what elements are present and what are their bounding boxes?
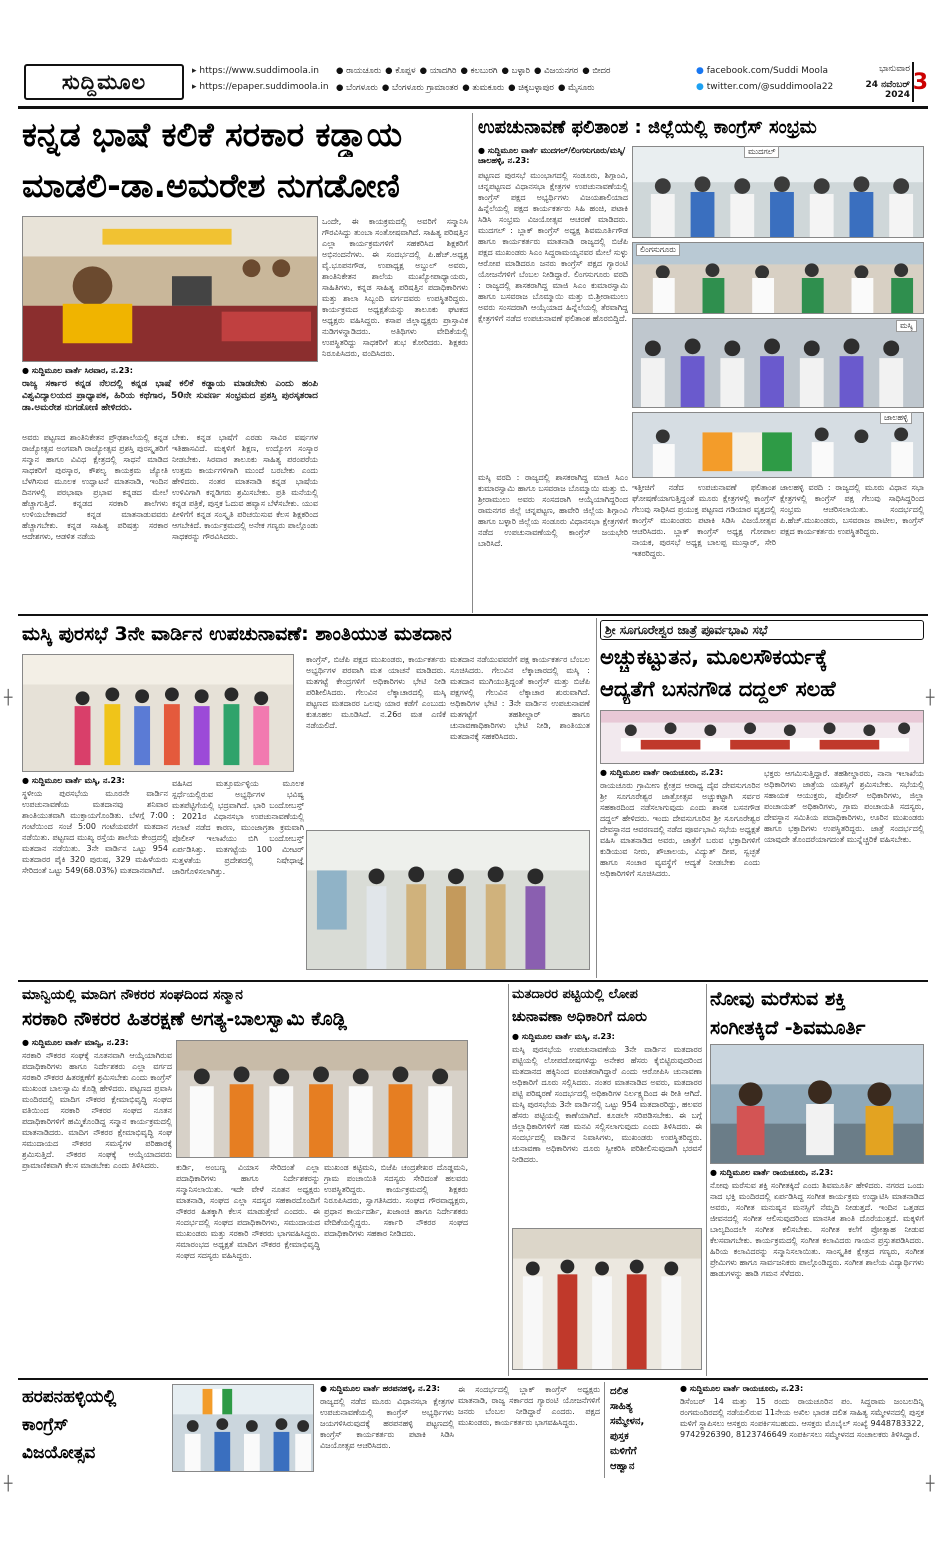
article4-body-1: ರಾಯಚೂರು ಗ್ರಾಮೀಣ ಕ್ಷೇತ್ರದ ಆರಾಧ್ಯ ದೈವ ದೇವಸುಗೂರಿನ ಶ್ರೀ ಸೂಗೂರೇಶ್ವರ ಜಾತ್ರೋತ್ಸವ ಅಚ್ಚುಕಟ್ಟಾಗಿ ಸರ್ವರ ಸಹಕಾರದಿಂದ ನಡೆಸಲಾಗುವುದು ಎಂದು ಶಾಸಕ ಬಸನಗೌಡ ದದ್ದಲ್ ಹೇಳಿದರು. ಇಂದು ದೇವಸುಗೂರಿನ ಶ್ರೀ ಸೂಗೂರೇಶ್ವರ ದೇವಸ್ಥಾನದ ಆವರಣದಲ್ಲಿ ನಡೆದ ಪೂರ್ವಭಾವಿ ಸಭೆಯ ಅಧ್ಯಕ್ಷತೆ ವಹಿಸಿ ಮಾತನಾಡಿದ ಅವರು, ಜಾತ್ರೆಗೆ ಬರುವ ಭಕ್ತಾದಿಗಳಿಗೆ ಕುಡಿಯುವ ನೀರು, ಶೌಚಾಲಯ, ವಿದ್ಯುತ್ ದೀಪ, ಸ್ವಚ್ಛತೆ ಹಾಗೂ ಸಂಚಾರ ವ್ಯವಸ್ಥೆಗೆ ಆದ್ಯತೆ ನೀಡಬೇಕು ಎಂದು ಅಧಿಕಾರಿಗಳಿಗೆ ಸೂಚಿಸಿದರು. — [600, 781, 760, 878]
article8-body-2: ಈ ಸಂದರ್ಭದಲ್ಲಿ ಬ್ಲಾಕ್ ಕಾಂಗ್ರೆಸ್ ಅಧ್ಯಕ್ಷರು ಮಾತನಾಡಿ, ರಾಜ್ಯ ಸರ್ಕಾರದ ಗ್ಯಾರಂಟಿ ಯೋಜನೆಗಳಿಗೆ ಜನರು ಬೆಂಬಲ ನೀಡಿದ್ದಾರೆ ಎಂದರು. ಪಕ್ಷದ ಮುಖಂಡರು, ಕಾರ್ಯಕರ್ತರು ಭಾಗವಹಿಸಿದ್ದರು. — [458, 1385, 600, 1427]
district-link[interactable]: ● ಬೆಂಗಳೂರು ಗ್ರಾಮಾಂತರ — [381, 83, 459, 93]
district-link[interactable]: ● ರಾಯಚೂರು — [336, 66, 382, 76]
article4-kicker-box — [600, 620, 924, 640]
article9-byline: ● ಸುದ್ದಿಮೂಲ ವಾರ್ತೆ ರಾಯಚೂರು, ನ.23: — [680, 1384, 804, 1393]
article7-body-1: ನೋವು ಮರೆಸುವ ಶಕ್ತಿ ಸಂಗೀತಕ್ಕಿದೆ ಎಂದು ಶಿವಮೂರ್ತಿ ಹೇಳಿದರು. ನಗರದ ಒಂದು ನಾದ ಭಕ್ತಿ ಮಂದಿರದಲ್ಲಿ ಏರ್ಪಡಿಸಿದ್ದ ಸಂಗೀತ ಕಾರ್ಯಕ್ರಮ ಉದ್ಘಾಟಿಸಿ ಮಾತನಾಡಿದ ಅವರು, ಸಂಗೀತ ಮನುಷ್ಯನ ಮನಸ್ಸಿಗೆ ನೆಮ್ಮದಿ ನೀಡುತ್ತದೆ. ಇಂದಿನ ಒತ್ತಡದ ಜೀವನದಲ್ಲಿ ಸಂಗೀತ ಆಲಿಸುವುದರಿಂದ ಮಾನಸಿಕ ಶಾಂತಿ ದೊರೆಯುತ್ತದೆ. ಮಕ್ಕಳಿಗೆ ಬಾಲ್ಯದಿಂದಲೇ ಸಂಗೀತ ಕಲಿಸಬೇಕು. ಸಂಗೀತ ಕಲೆಗೆ ಪ್ರೋತ್ಸಾಹ ನೀಡುವ ಕೆಲಸವಾಗಬೇಕು. ಕಾರ್ಯಕ್ರಮದಲ್ಲಿ ಸಂಗೀತ ಕಲಾವಿದರು ಗಾಯನ ಪ್ರಸ್ತುತಪಡಿಸಿದರು. ಹಿರಿಯ ಕಲಾವಿದರನ್ನು ಸನ್ಮಾನಿಸಲಾಯಿತು. ಸಾಂಸ್ಕೃತಿಕ ಕ್ಷೇತ್ರದ ಗಣ್ಯರು, ಸಂಗೀತ ಪ್ರೇಮಿಗಳು ಹಾಗೂ ಸಾರ್ವಜನಿಕರು ಪಾಲ್ಗೊಂಡಿದ್ದರು. ಸಂಗೀತ ಶಾಲೆಯ ವಿದ್ಯಾರ್ಥಿಗಳು ಹಾಡುಗಳನ್ನು ಹಾಡಿ ಗಮನ ಸೆಳೆದರು. — [710, 1181, 924, 1278]
facebook-link[interactable]: ● facebook.com/Suddi Moola — [696, 66, 828, 76]
photo-tag-mudagal: ಮುದಗಲ್ — [744, 146, 779, 158]
registration-mark-icon: ┼ — [4, 1476, 13, 1492]
article8-byline: ● ಸುದ್ದಿಮೂಲ ವಾರ್ತೆ ಹರಪನಹಳ್ಳಿ, ನ.23: — [320, 1384, 440, 1393]
section-rule-1 — [18, 614, 928, 616]
article7-photo — [710, 1044, 924, 1164]
article9-headline-5: ಮಳಿಗೆಗೆ — [610, 1446, 637, 1457]
twitter-link[interactable]: ● twitter.com/@suddimoola22 — [696, 82, 834, 92]
article1-lead: ರಾಜ್ಯ ಸರ್ಕಾರ ಕನ್ನಡ ನೆಲದಲ್ಲಿ ಕನ್ನಡ ಭಾಷೆ ಕಲಿಕೆ ಕಡ್ಡಾಯ ಮಾಡಬೇಕು ಎಂದು ಹಂಪಿ ವಿಶ್ವವಿದ್ಯಾಲಯದ ಪ್ರಾಧ್ಯಾಪಕ, ಹಿರಿಯ ಕಥೆಗಾರ, 50ನೇ ಸುವರ್ಣ ಸಂಭ್ರಮದ ಪ್ರಶಸ್ತಿ ಪುರಸ್ಕತರಾದ ಡಾ.ಅಮರೇಶ ನುಗಡೋಣಿ ಹೇಳಿದರು. — [22, 379, 318, 413]
article9-headline-1: ದಲಿತ — [610, 1386, 629, 1397]
article8-photo — [172, 1384, 314, 1472]
globe-icon: ▸ — [192, 82, 200, 92]
article9-headline-4: ಪುಸ್ತಕ — [610, 1431, 629, 1442]
article2-photo-1 — [632, 146, 924, 238]
article2-byline: ● ಸುದ್ದಿಮೂಲ ವಾರ್ತೆ ಮುದಗಲ್/ಲಿಂಗಸುಗೂರು/ಮಸ್ಕಿ/ಜಾಲಹಳ್ಳಿ, ನ.23: — [478, 146, 626, 165]
district-link[interactable]: ● ಬೆಂಗಳೂರು — [336, 83, 378, 93]
article6-kicker: ಮತದಾರರ ಪಟ್ಟಿಯಲ್ಲಿ ಲೋಪ — [512, 987, 638, 1002]
twitter-icon: ● — [696, 82, 704, 92]
article4-byline: ● ಸುದ್ದಿಮೂಲ ವಾರ್ತೆ ರಾಯಚೂರು, ನ.23: — [600, 768, 724, 777]
article3-body-4: ಮತದಾನ ನಡೆಯುವವರೆಗೆ ಪಕ್ಷ ಕಾರ್ಯಕರ್ತರ ಬೆಂಬಲ ಸೂಚಿಸಿದರು. ಗೆಲುವಿನ ಲೆಕ್ಕಾಚಾರದಲ್ಲಿ ಮಸ್ಕಿ : ಮತದಾನ ಮುಗಿಯುತ್ತಿದ್ದಂತೆ ಕಾಂಗ್ರೆಸ್ ಮತ್ತು ಬಿಜೆಪಿ ಪಕ್ಷಗಳಲ್ಲಿ ಗೆಲುವಿನ ಲೆಕ್ಕಾಚಾರ ಶುರುವಾಗಿದೆ. ಅಧಿಕಾರಿಗಳ ಭೇಟಿ : 3ನೇ ವಾರ್ಡಿನ ಉಪಚುನಾವಣೆ ಮತಗಟ್ಟೆಗೆ ತಹಶೀಲ್ದಾರ್ ಹಾಗೂ ಚುನಾವಣಾಧಿಕಾರಿಗಳು ಭೇಟಿ ನೀಡಿ, ಶಾಂತಿಯುತ ಮತದಾನಕ್ಕೆ ಸಹಕರಿಸಿದರು. — [450, 655, 590, 741]
date-label: 24 ನವೆಂಬರ್ 2024 — [865, 80, 910, 100]
district-link[interactable]: ● ಯಾದಗಿರಿ — [419, 66, 457, 76]
article3-photo-2 — [306, 830, 590, 970]
article3-body-3: ಕಾಂಗ್ರೆಸ್, ಬಿಜೆಪಿ ಪಕ್ಷದ ಮುಖಂಡರು, ಕಾರ್ಯಕರ್ತರು ಅಭ್ಯರ್ಥಿಗಳ ಪರವಾಗಿ ಮತ ಯಾಚನೆ ಮಾಡಿದರು. ಮತಗಟ್ಟೆ ಕೇಂದ್ರಗಳಿಗೆ ಅಧಿಕಾರಿಗಳು ಭೇಟಿ ನೀಡಿ ಪರಿಶೀಲಿಸಿದರು. ಗೆಲುವಿನ ಲೆಕ್ಕಾಚಾರದಲ್ಲಿ ಮಸ್ಕಿ ಪಟ್ಟಣದ ಮತದಾರರ ಒಲವು ಯಾರ ಕಡೆಗೆ ಎಂಬುದು ಕುತೂಹಲ ಮೂಡಿಸಿದೆ. ನ.26ರ ಮತ ಎಣಿಕೆ ನಡೆಯಲಿದೆ. — [306, 655, 446, 730]
district-link[interactable]: ● ಕಲಬುರಗಿ — [460, 66, 498, 76]
article3-headline: ಮಸ್ಕಿ ಪುರಸಭೆ 3ನೇ ವಾರ್ಡಿನ ಉಪಚುನಾವಣೆ: ಶಾಂತಿಯುತ ಮತದಾನ — [22, 623, 452, 645]
social-links — [696, 66, 836, 92]
column-divider — [472, 113, 473, 613]
article9-headline-2: ಸಾಹಿತ್ಯ — [610, 1401, 633, 1412]
day-label: ಭಾನುವಾರ — [879, 64, 910, 74]
district-link[interactable]: ● ಕೊಪ್ಪಳ — [385, 66, 416, 76]
article4-body-2: ಭಕ್ತರು ಆಗಮಿಸುತ್ತಿದ್ದಾರೆ. ತಹಶೀಲ್ದಾರರು, ನಾನಾ ಇಲಾಖೆಯ ಅಧಿಕಾರಿಗಳು ಜಾತ್ರೆಯ ಯಶಸ್ಸಿಗೆ ಶ್ರಮಿಸಬೇಕು. ಸಭೆಯಲ್ಲಿ ಸಹಾಯಕ ಆಯುಕ್ತರು, ಪೊಲೀಸ್ ಅಧಿಕಾರಿಗಳು, ಜಿಲ್ಲಾ ಪಂಚಾಯತ್ ಅಧಿಕಾರಿಗಳು, ಗ್ರಾಮ ಪಂಚಾಯತಿ ಸದಸ್ಯರು, ದೇವಸ್ಥಾನ ಸಮಿತಿಯ ಪದಾಧಿಕಾರಿಗಳು, ಊರಿನ ಮುಖಂಡರು ಹಾಗೂ ಭಕ್ತಾದಿಗಳು ಉಪಸ್ಥಿತರಿದ್ದರು. ಜಾತ್ರೆ ಸಂದರ್ಭದಲ್ಲಿ ಯಾವುದೇ ತೊಂದರೆಯಾಗದಂತೆ ಮುನ್ನೆಚ್ಚರಿಕೆ ವಹಿಸಬೇಕು. — [764, 769, 924, 844]
article2-headline: ಉಪಚುನಾವಣೆ ಫಲಿತಾಂಶ : ಜಿಲ್ಲೆಯಲ್ಲಿ ಕಾಂಗ್ರೆಸ್ ಸಂಭ್ರಮ — [478, 117, 817, 138]
article1-headline-2: ಮಾಡಲಿ-ಡಾ.ಅಮರೇಶ ನುಗಡೋಣಿ — [22, 166, 400, 205]
facebook-icon: ● — [696, 66, 704, 76]
article5-body-2: ಕುರ್ಡಿ, ಅಂಬಣ್ಣ ವಿಯಾಸ ಸೇರಿದಂತೆ ಎಲ್ಲಾ ಪದಾಧಿಕಾರಿಗಳು ಹಾಗೂ ನಿರ್ದೇಶಕರನ್ನು ಸನ್ಮಾನಿಸಲಾಯಿತು. ಇದೇ ವೇಳೆ ನೂತನ ಅಧ್ಯಕ್ಷರು ಮಾತನಾಡಿ, ಸಂಘದ ಎಲ್ಲಾ ಸದಸ್ಯರ ಸಹಕಾರದೊಂದಿಗೆ ನೌಕರರ ಹಿತಕ್ಕಾಗಿ ಕೆಲಸ ಮಾಡುತ್ತೇವೆ ಎಂದರು. ಈ ಸಂದರ್ಭದಲ್ಲಿ ಸಂಘದ ಪದಾಧಿಕಾರಿಗಳು, ಸಮುದಾಯದ ಮುಖಂಡರು ಮತ್ತು ಸರಕಾರಿ ನೌಕರರು ಭಾಗವಹಿಸಿದ್ದರು. ಸಮಾರಂಭದ ಅಧ್ಯಕ್ಷತೆ ಮಾದಿಗ ನೌಕರರ ಕ್ಷೇಮಾಭಿವೃದ್ಧಿ ಸಂಘದ ಸದಸ್ಯರು ವಹಿಸಿದ್ದರು. — [176, 1163, 320, 1260]
article1-body-2: ಬೇಕು. ಕನ್ನಡ ಭಾಷೆಗೆ ಎರಡು ಸಾವಿರ ವರ್ಷಗಳ ಇತಿಹಾಸವಿದೆ. ಮಕ್ಕಳಿಗೆ ಶಿಕ್ಷಣ, ಉದ್ಯೋಗ ಸಂಸ್ಕಾರ ನೀಡಬೇಕು. ಸಿರವಾರ ತಾಲೂಕು ಸಾಹಿತ್ಯ ಪರಂಪರೆಯ ಉತ್ತಮ ಕಾರ್ಯಗಳಿಗಾಗಿ ಮುಂದೆ ಬರಬೇಕು ಎಂದು ಹೇಳಿದರು. ನಂತರ ಮಾತನಾಡಿ ಕನ್ನಡ ಭಾಷೆಯ ಉಳಿವಿಗಾಗಿ ಕನ್ನಡಿಗರು ಶ್ರಮಿಸಬೇಕು. ಪ್ರತಿ ಮನೆಯಲ್ಲಿ ಕನ್ನಡ ಪತ್ರಿಕೆ, ಪುಸ್ತಕ ಓದುವ ಹವ್ಯಾಸ ಬೆಳೆಸಬೇಕು. ಯುವ ಪೀಳಿಗೆಗೆ ಕನ್ನಡ ಸಂಸ್ಕೃತಿ ಪರಿಚಯಿಸುವ ಕೆಲಸ ಶಿಕ್ಷಕರಿಂದ ಆಗಬೇಕಿದೆ. ಕಾರ್ಯಕ್ರಮದಲ್ಲಿ ಅನೇಕ ಗಣ್ಯರು ಪಾಲ್ಗೊಂಡು ಸಾಧಕರನ್ನು ಗೌರವಿಸಿದರು. — [172, 433, 318, 541]
page-number: 3 — [912, 62, 928, 102]
district-row-1 — [336, 66, 692, 76]
epaper-link[interactable]: ▸ https://epaper.suddimoola.in — [192, 82, 329, 92]
district-link[interactable]: ● ಬಳ್ಳಾರಿ — [501, 66, 531, 76]
district-link[interactable]: ● ಬೀದರ — [582, 66, 611, 76]
column-divider-5 — [604, 1382, 605, 1478]
article2-photo-3 — [632, 318, 924, 408]
article6-byline: ● ಸುದ್ದಿಮೂಲ ವಾರ್ತೆ ಮಸ್ಕಿ, ನ.23: — [512, 1032, 615, 1041]
article5-headline: ಸರಕಾರಿ ನೌಕರರ ಹಿತರಕ್ಷಣೆ ಅಗತ್ಯ-ಬಾಲಸ್ವಾಮಿ ಕೊಡ್ಲಿ — [22, 1008, 347, 1030]
registration-mark-icon: ┼ — [926, 1476, 935, 1492]
section-rule-3 — [18, 1378, 928, 1380]
article1-photo — [22, 216, 318, 362]
registration-mark-icon: ┼ — [4, 690, 13, 706]
article5-body-1: ಸರಕಾರಿ ನೌಕರರ ಸಂಘಕ್ಕೆ ನೂತನವಾಗಿ ಆಯ್ಕೆಯಾಗಿರುವ ಪದಾಧಿಕಾರಿಗಳು ಹಾಗೂ ನಿರ್ದೇಶಕರು ಎಲ್ಲಾ ವರ್ಗದ ಸರಕಾರಿ ನೌಕರರ ಹಿತರಕ್ಷಣೆಗೆ ಶ್ರಮಿಸಬೇಕು ಎಂದು ಕಾಂಗ್ರೆಸ್ ಮುಖಂಡ ಬಾಲಸ್ವಾಮಿ ಕೊಡ್ಲಿ ಹೇಳಿದರು. ಪಟ್ಟಣದ ಪ್ರವಾಸಿ ಮಂದಿರದಲ್ಲಿ ಮಾದಿಗ ನೌಕರರ ಕ್ಷೇಮಾಭಿವೃದ್ಧಿ ಸಂಘದ ವತಿಯಿಂದ ಸರಕಾರಿ ನೌಕರರ ಸಂಘದ ನೂತನ ಪದಾಧಿಕಾರಿಗಳಿಗೆ ಹಮ್ಮಿಕೊಂಡಿದ್ದ ಸನ್ಮಾನ ಕಾರ್ಯಕ್ರಮದಲ್ಲಿ ಮಾತನಾಡಿದರು. ಮಾದಿಗ ನೌಕರರ ಕ್ಷೇಮಾಭಿವೃದ್ಧಿ ಸಂಘ ಸಮುದಾಯದ ನೌಕರರ ಸಮಸ್ಯೆಗಳ ಪರಿಹಾರಕ್ಕೆ ಶ್ರಮಿಸುತ್ತಿದೆ. ನೌಕರರ ಸಂಘಕ್ಕೆ ಆಯ್ಕೆಯಾದವರು ಪ್ರಾಮಾಣಿಕವಾಗಿ ಕೆಲಸ ಮಾಡಬೇಕು ಎಂದು ತಿಳಿಸಿದರು. — [22, 1051, 172, 1170]
registration-mark-icon: ┼ — [926, 690, 935, 706]
article3-photo-1 — [22, 654, 294, 772]
globe-icon: ▸ — [192, 66, 200, 76]
article8-headline-3: ವಿಜಯೋತ್ಸವ — [22, 1443, 96, 1463]
article3-body-1: ಸ್ಥಳೀಯ ಪುರಸಭೆಯ ಮೂರನೇ ವಾರ್ಡಿನ ಉಪಚುನಾವಣೆಯ ಮತದಾನವು ಶನಿವಾರ ಶಾಂತಿಯುತವಾಗಿ ಮುಕ್ತಾಯಗೊಂಡಿತು. ಬೆಳಗ್ಗೆ 7:00 ಗಂಟೆಯಿಂದ ಸಂಜೆ 5:00 ಗಂಟೆಯವರೆಗೆ ಮತದಾನ ನಡೆಯಿತು. ಪಟ್ಟಣದ ಮುಖ್ಯ ರಸ್ತೆಯ ಶಾಲೆಯ ಕೇಂದ್ರದಲ್ಲಿ ಮತದಾನ ನಡೆಯಿತು. 3ನೇ ವಾರ್ಡಿನ ಒಟ್ಟು 954 ಮತದಾರರ ಪೈಕಿ 320 ಪುರುಷ, 329 ಮಹಿಳೆಯರು ಸೇರಿದಂತೆ ಒಟ್ಟು 549(68.03%) ಮತದಾನವಾಗಿದೆ. — [22, 789, 168, 875]
column-divider-4 — [706, 984, 707, 1376]
masthead-rule — [18, 106, 928, 109]
article5-photo — [176, 1040, 468, 1158]
article5-byline: ● ಸುದ್ದಿಮೂಲ ವಾರ್ತೆ ಮಾನ್ವಿ, ನ.23: — [22, 1038, 129, 1047]
article7-headline-2: ಸಂಗೀತಕ್ಕಿದೆ -ಶಿವಮೂರ್ತಿ — [710, 1017, 866, 1039]
masthead — [18, 62, 928, 104]
newspaper-logo: ಸುದ್ದಿಮೂಲ — [24, 64, 184, 100]
article1-headline-1: ಕನ್ನಡ ಭಾಷೆ ಕಲಿಕೆ ಸರಕಾರ ಕಡ್ಡಾಯ — [22, 115, 403, 154]
article9-headline-block — [610, 1384, 674, 1474]
district-link[interactable]: ● ವಿಜಯನಗರ — [534, 66, 579, 76]
article6-photo — [512, 1228, 702, 1370]
photo-tag-maski: ಮಸ್ಕಿ — [896, 320, 917, 332]
article6-body-1: ಮಸ್ಕಿ ಪುರಸಭೆಯ ಉಪಚುನಾವಣೆಯ 3ನೇ ವಾರ್ಡಿನ ಮತದಾರರ ಪಟ್ಟಿಯಲ್ಲಿ ಲೋಪದೋಷಗಳಿದ್ದು ಅನೇಕರ ಹೆಸರು ಕೈಬಿಟ್ಟಿರುವುದರಿಂದ ಮತದಾನದ ಹಕ್ಕಿನಿಂದ ವಂಚಿತರಾಗಿದ್ದಾರೆ ಎಂದು ಆರೋಪಿಸಿ ಚುನಾವಣಾ ಅಧಿಕಾರಿಗೆ ದೂರು ಸಲ್ಲಿಸಿದರು. ನಂತರ ಮಾತನಾಡಿದ ಅವರು, ಮತದಾರರ ಪಟ್ಟಿ ಪರಿಷ್ಕರಣೆ ಸಂದರ್ಭದಲ್ಲಿ ಅಧಿಕಾರಿಗಳ ನಿರ್ಲಕ್ಷ್ಯದಿಂದ ಈ ರೀತಿ ಆಗಿದೆ. ಮಸ್ಕಿ ಪುರಸಭೆಯ 3ನೇ ವಾರ್ಡಿನಲ್ಲಿ ಒಟ್ಟು 954 ಮತದಾರರಿದ್ದು, ಹಲವರ ಹೆಸರು ಪಟ್ಟಿಯಲ್ಲಿ ಕಾಣೆಯಾಗಿದೆ. ಕೂಡಲೇ ಸರಿಪಡಿಸಬೇಕು. ಈ ಬಗ್ಗೆ ಜಿಲ್ಲಾಧಿಕಾರಿಗಳಿಗೆ ಸಹ ಮನವಿ ಸಲ್ಲಿಸಲಾಗುವುದು ಎಂದು ತಿಳಿಸಿದರು. ಈ ಸಂದರ್ಭದಲ್ಲಿ ವಾರ್ಡಿನ ನಿವಾಸಿಗಳು, ಮುಖಂಡರು ಉಪಸ್ಥಿತರಿದ್ದರು. ಚುನಾವಣಾ ಅಧಿಕಾರಿಗಳು ದೂರು ಸ್ವೀಕರಿಸಿ ಪರಿಶೀಲಿಸುವುದಾಗಿ ಭರವಸೆ ನೀಡಿದರು. — [512, 1045, 702, 1164]
article9-headline-6: ಆಹ್ವಾನ — [610, 1461, 635, 1472]
article7-byline: ● ಸುದ್ದಿಮೂಲ ವಾರ್ತೆ ರಾಯಚೂರು, ನ.23: — [710, 1168, 834, 1177]
article4-headline-2: ಆದ್ಯತೆಗೆ ಬಸನಗೌಡ ದದ್ದಲ್ ಸಲಹೆ — [600, 677, 836, 701]
section-rule-2 — [18, 980, 928, 982]
article4-photo — [600, 710, 924, 764]
article2-body-1: ಪಟ್ಟಣದ ಪುರಸಭೆ ಮುಂಭಾಗದಲ್ಲಿ ಸಂಡೂರು, ಶಿಗ್ಗಾಂವಿ, ಚನ್ನಪಟ್ಟಣದ ವಿಧಾನಸಭಾ ಕ್ಷೇತ್ರಗಳ ಉಪಚುನಾವಣೆಯಲ್ಲಿ ಕಾಂಗ್ರೆಸ್ ಪಕ್ಷದ ಅಭ್ಯರ್ಥಿಗಳು ವಿಜಯಶಾಲಿಯಾದ ಹಿನ್ನೆಲೆಯಲ್ಲಿ ಪಕ್ಷದ ಕಾರ್ಯಕರ್ತರು ಸಿಹಿ ಹಂಚಿ, ಪಟಾಕಿ ಸಿಡಿಸಿ ಸಂಭ್ರಮ ವಿಜಯೋತ್ಸವ ಆಚರಣೆ ಮಾಡಿದರು. ಮುದಗಲ್ : ಬ್ಲಾಕ್ ಕಾಂಗ್ರೆಸ್ ಅಧ್ಯಕ್ಷ ಶಿವಮೂರ್ತಿಗೌಡ ಹಾಗೂ ಕಾರ್ಯಕರ್ತರು ಮಾತನಾಡಿ ರಾಜ್ಯದಲ್ಲಿ ಬಿಜೆಪಿ ಪಕ್ಷದ ಮುಖಂಡರು ಸಿಎಂ ಸಿದ್ದರಾಮಯ್ಯನವರ ಮೇಲೆ ಸುಳ್ಳು ಆರೋಪ ಮಾಡಿದರೂ ಜನರು ಕಾಂಗ್ರೆಸ್ ಪಕ್ಷದ ಗ್ಯಾರಂಟಿ ಯೋಜನೆಗಳಿಗೆ ಬೆಂಬಲ ನೀಡಿದ್ದಾರೆ. ಲಿಂಗಸುಗೂರು ವರದಿ : ರಾಜ್ಯದಲ್ಲಿ ಶಾಸಕರಾಗಿದ್ದ ಮಾಜಿ ಸಿಎಂ ಕುಮಾರಸ್ವಾಮಿ ಹಾಗೂ ಬಸವರಾಜ ಬೊಮ್ಮಾಯಿ ಮತ್ತು ಬಿ.ಶ್ರೀರಾಮುಲು ಅವರು ಸಂಸದರಾಗಿ ಆಯ್ಕೆಯಾದ ಹಿನ್ನೆಲೆಯಲ್ಲಿ ತೆರವಾಗಿದ್ದ ಕ್ಷೇತ್ರಗಳಿಗೆ ನಡೆದ ಉಪಚುನಾವಣೆ ಫಲಿತಾಂಶ ಹೊರಬಿದ್ದಿದೆ. — [478, 171, 628, 323]
article9-headline-3: ಸಮ್ಮೇಳನ, — [610, 1416, 645, 1427]
article3-body-2: ವಹಿಸಿದ ಮತ್ತೂರ್ಮಳ್ಳಿಯ ಮೂಲಕ ಸ್ಪರ್ಧೆಯಲ್ಲಿರುವ ಅಭ್ಯರ್ಥಿಗಳ ಭವಿಷ್ಯ ಮತಪೆಟ್ಟಿಗೆಯಲ್ಲಿ ಭದ್ರವಾಗಿದೆ. ಭಾರಿ ಬಂದೋಬಸ್ತ್ : 2021ರ ವಿಧಾನಸಭಾ ಉಪಚುನಾವಣೆಯಲ್ಲಿ ಗಲಾಟೆ ನಡೆದ ಕಾರಣ, ಮುಂಜಾಗ್ರತಾ ಕ್ರಮವಾಗಿ ಪೊಲೀಸ್ ಇಲಾಖೆಯು ಬಿಗಿ ಬಂದೋಬಸ್ತ್ ಏರ್ಪಡಿಸಿತ್ತು. ಮತಗಟ್ಟೆಯ 100 ಮೀಟರ್ ಸುತ್ತಳತೆಯ ಪ್ರದೇಶದಲ್ಲಿ ನಿಷೇಧಾಜ್ಞೆ ಜಾರಿಗೊಳಿಸಲಾಗಿತ್ತು. — [172, 779, 304, 876]
date-block — [838, 64, 910, 100]
article1-body-1: ಅವರು ಪಟ್ಟಣದ ಶಾಂತಿನಿಕೇತನ ಪ್ರೌಢಶಾಲೆಯಲ್ಲಿ ಕನ್ನಡ ರಾಜ್ಯೋತ್ಸವ ಅಂಗವಾಗಿ ರಾಜ್ಯೋತ್ಸವ ಪ್ರಶಸ್ತಿ ಪುರಸ್ಕೃತರಿಗೆ ಸನ್ಮಾನ ಹಾಗೂ ವಿವಿಧ ಕ್ಷೇತ್ರದಲ್ಲಿ ಸಾಧನೆ ಮಾಡಿದ ಸಾಧಕರಿಗೆ ಪುರಸ್ಕಾರ, ಕೌಶಲ್ಯ ಕಾಯಕ್ರಮ ಜ್ಯೋತಿ ಬೆಳಗಿಸುವ ಮೂಲಕ ಉದ್ಘಾಟನೆ ಮಾತನಾಡಿ, ಇಂದಿನ ದಿನಗಳಲ್ಲಿ ಪರಭಾಷಾ ಪ್ರಭಾವ ಕನ್ನಡದ ಮೇಲೆ ಹೆಚ್ಚಾಗುತ್ತಿದೆ. ಕನ್ನಡದ ಸರಕಾರಿ ಶಾಲೆಗಳು ಉಳಿಯಬೇಕಾದರೆ ಕನ್ನಡ ಮಾತನಾಡುವವರು ಹೆಚ್ಚಾಗಬೇಕು. ಕನ್ನಡ ಸಾಹಿತ್ಯ ಪರಿಷತ್ತು ಸರಕಾರ ಆದೇಶಗಳು, ಆಡಳಿತ ನಡೆಯ — [22, 433, 168, 541]
district-row-2 — [336, 83, 692, 93]
district-link[interactable]: ● ಮೈಸೂರು — [557, 83, 595, 93]
district-link[interactable]: ● ಚಿಕ್ಕಬಳ್ಳಾಪುರ — [508, 83, 554, 93]
website-link[interactable]: ▸ https://www.suddimoola.in — [192, 66, 319, 76]
article7-headline-1: ನೋವು ಮರೆಸುವ ಶಕ್ತಿ — [710, 988, 846, 1010]
website-links — [192, 66, 332, 92]
article8-body-1: ರಾಜ್ಯದಲ್ಲಿ ನಡೆದ ಮೂರು ವಿಧಾನಸಭಾ ಕ್ಷೇತ್ರಗಳ ಉಪಚುನಾವಣೆಯಲ್ಲಿ ಕಾಂಗ್ರೆಸ್ ಅಭ್ಯರ್ಥಿಗಳು ಜಯಗಳಿಸಿರುವುದಕ್ಕೆ ಹರಪನಹಳ್ಳಿ ಪಟ್ಟಣದಲ್ಲಿ ಕಾಂಗ್ರೆಸ್ ಕಾರ್ಯಕರ್ತರು ಪಟಾಕಿ ಸಿಡಿಸಿ ವಿಜಯೋತ್ಸವ ಆಚರಿಸಿದರು. — [320, 1397, 454, 1450]
district-link[interactable]: ● ತುಮಕೂರು — [462, 83, 505, 93]
article4-kicker: ಶ್ರೀ ಸೂಗೂರೇಶ್ವರ ಜಾತ್ರೆ ಪೂರ್ವಭಾವಿ ಸಭೆ — [605, 622, 768, 637]
article9-body-1: ಡಿಸೆಂಬರ್ 14 ಮತ್ತು 15 ರಂದು ರಾಯಚೂರಿನ ಪಂ. ಸಿದ್ದರಾಮ ಜಂಬಲದಿನ್ನಿ ರಂಗಮಂದಿರದಲ್ಲಿ ನಡೆಯಲಿರುವ 11ನೇಯ ಅಖಿಲ ಭಾರತ ದಲಿತ ಸಾಹಿತ್ಯ ಸಮ್ಮೇಳನದಲ್ಲಿ ಪುಸ್ತಕ ಮಳಿಗೆ ಸ್ಥಾಪಿಸಲು ಆಸಕ್ತರು ಸಂಪರ್ಕಿಸಬಹುದು. ಆಸಕ್ತರು ಮೊಬೈಲ್ ಸಂಖ್ಯೆ 9448783322, 9742926390, 8123746649 ಸಂಪರ್ಕಿಸಲು ಸಮ್ಮೇಳನದ ಸಂಚಾಲಕರು ತಿಳಿಸಿದ್ದಾರೆ. — [680, 1397, 924, 1439]
article5-kicker: ಮಾನ್ವಿಯಲ್ಲಿ ಮಾದಿಗ ನೌಕರರ ಸಂಘದಿಂದ ಸನ್ಮಾನ — [22, 987, 243, 1003]
photo-tag-lingasugur: ಲಿಂಗಸುಗೂರು — [636, 244, 680, 256]
article6-headline: ಚುನಾವಣಾ ಅಧಿಕಾರಿಗೆ ದೂರು — [512, 1009, 647, 1025]
photo-tag-jalahalli: ಜಾಲಹಳ್ಳಿ — [880, 412, 912, 424]
column-divider-3 — [508, 984, 509, 1376]
article1-body-3: ಒಂದೇ, ಈ ಕಾಯಕ್ರಮದಲ್ಲಿ ಅವರಿಗೆ ಸನ್ಮಾನಿಸಿ ಗೌರವಿಸಿದ್ದು ತುಂಬಾ ಸಂತೋಷವಾಗಿದೆ. ಸಾಹಿತ್ಯ ಪರಿಷತ್ತಿನ ಎಲ್ಲಾ ಕಾರ್ಯಕ್ರಮಗಳಿಗೆ ಸಹಕರಿಸಿದ ಶಿಕ್ಷಕರಿಗೆ ಅಭಿನಂದನೆಗಳು. ಈ ಸಂದರ್ಭದಲ್ಲಿ ಪಿ.ಹೆಚ್.ಅಧ್ಯಕ್ಷ ವೈ.ಭೂಪನಗೌಡ, ಉಪಾಧ್ಯಕ್ಷ ಅಬ್ದುಲ್ ಅವರು, ಶಾಂತಿನಿಕೇತನ ಶಾಲೆಯ ಮುಖ್ಯೋಪಾಧ್ಯಾಯರು, ಸಾಹಿತಿಗಳು, ಕನ್ನಡ ಸಾಹಿತ್ಯ ಪರಿಷತ್ತಿನ ಪದಾಧಿಕಾರಿಗಳು ಮತ್ತು ಶಾಲಾ ಸಿಬ್ಬಂದಿ ವರ್ಗದವರು ಉಪಸ್ಥಿತರಿದ್ದರು. ಕಾರ್ಯಕ್ರಮದ ಅಧ್ಯಕ್ಷತೆಯನ್ನು ತಾಲೂಕು ಘಟಕದ ಅಧ್ಯಕ್ಷರು ವಹಿಸಿದ್ದರು. ಕಸಾಪ ಜಿಲ್ಲಾಧ್ಯಕ್ಷರು ಪ್ರಾಸ್ತಾವಿಕ ನುಡಿಗಳನ್ನಾಡಿದರು. ಅತಿಥಿಗಳು ವೇದಿಕೆಯಲ್ಲಿ ಉಪಸ್ಥಿತರಿದ್ದು ಸಾಧಕರಿಗೆ ಶುಭ ಕೋರಿದರು. ಶಿಕ್ಷಕರು ನಿರೂಪಿಸಿದರು, ವಂದಿಸಿದರು. — [322, 217, 468, 358]
article2-body-2: ಮಸ್ಕಿ ವರದಿ : ರಾಜ್ಯದಲ್ಲಿ ಶಾಸಕರಾಗಿದ್ದ ಮಾಜಿ ಸಿಎಂ ಕುಮಾರಸ್ವಾಮಿ ಹಾಗೂ ಬಸವರಾಜ ಬೊಮ್ಮಾಯಿ ಮತ್ತು ಬಿ. ಶ್ರೀರಾಮುಲು ಅವರು ಸಂಸದರಾಗಿ ಆಯ್ಕೆಯಾಗಿದ್ದರಿಂದ ರಾಮನಗರ ಜಿಲ್ಲೆ ಚನ್ನಪಟ್ಟಣ, ಹಾವೇರಿ ಜಿಲ್ಲೆಯ ಶಿಗ್ಗಾಂವಿ ಹಾಗೂ ಬಳ್ಳಾರಿ ಜಿಲ್ಲೆಯ ಸಂಡೂರು ವಿಧಾನಸಭಾ ಕ್ಷೇತ್ರಗಳಿಗೆ ನಡೆದ ಉಪಚುನಾವಣೆಯಲ್ಲಿ ಕಾಂಗ್ರೆಸ್ ಜಯಭೇರಿ ಬಾರಿಸಿದೆ. — [478, 473, 628, 548]
article8-headline-1: ಹರಪನಹಳ್ಳಿಯಲ್ಲಿ — [22, 1387, 117, 1407]
article2-body-3: ಇತ್ತೀಚಿಗೆ ನಡೆದ ಉಪಚುನಾವಣೆ ಫಲಿತಾಂಶ ಘೋಷಣೆಯಾಗುತ್ತಿದ್ದಂತೆ ಮೂರು ಕ್ಷೇತ್ರಗಳಲ್ಲಿ ಕಾಂಗ್ರೆಸ್ ಗೆಲುವು ಸಾಧಿಸಿದ ಪ್ರಯುಕ್ತ ಪಟ್ಟಣದ ಗಡಿಯಾರ ವೃತ್ತದಲ್ಲಿ ಕಾಂಗ್ರೆಸ್ ಮುಖಂಡರು ಪಟಾಕಿ ಸಿಡಿಸಿ ವಿಜಯೋತ್ಸವ ಆಚರಿಸಿದರು. ಬ್ಲಾಕ್ ಕಾಂಗ್ರೆಸ್ ಅಧ್ಯಕ್ಷ ಗೋಪಾಲ ನಾಯಕ, ಪುರಸಭೆ ಅಧ್ಯಕ್ಷ ಬಾಲಪ್ಪ ಮುಸ್ಸಾರ್, ಸೇರಿ ಇತರರಿದ್ದರು. — [632, 483, 776, 558]
article3-byline: ● ಸುದ್ದಿಮೂಲ ವಾರ್ತೆ ಮಸ್ಕಿ, ನ.23: — [22, 776, 125, 785]
article2-body-4: ಜಾಲಹಳ್ಳಿ ವರದಿ : ರಾಜ್ಯದಲ್ಲಿ ಮೂರು ವಿಧಾನ ಸಭಾ ಕ್ಷೇತ್ರಗಳಲ್ಲಿ ಕಾಂಗ್ರೆಸ್ ಪಕ್ಷ ಗೆಲುವು ಸಾಧಿಸಿದ್ದರಿಂದ ಸಂಭ್ರಮ ಆಚರಿಸಲಾಯಿತು. ಸಂದರ್ಭದಲ್ಲಿ ಪಿ.ಹೆಚ್.ಮುಖಂಡರು, ಬಸವರಾಜ ಪಾಟೀಲ, ಕಾಂಗ್ರೆಸ್ ಪಕ್ಷದ ಕಾರ್ಯಕರ್ತರು ಉಪಸ್ಥಿತರಿದ್ದರು. — [780, 483, 924, 536]
column-divider-2 — [596, 618, 597, 978]
article1-byline: ● ಸುದ್ದಿಮೂಲ ವಾರ್ತೆ ಸಿರವಾರ, ನ.23: — [22, 366, 133, 375]
article4-headline-1: ಅಚ್ಚುಕಟ್ಟುತನ, ಮೂಲಸೌಕರ್ಯಕ್ಕೆ — [600, 645, 828, 669]
district-nav — [336, 66, 692, 93]
article5-body-3: ಮುಖಂಡ ಕಟ್ಟಿಮನಿ, ಬಿಜೆಪಿ ಚಂದ್ರಶೇಖರ ದೊಡ್ಡಮನಿ, ಗ್ರಾಮ ಪಂಚಾಯಿತಿ ಸದಸ್ಯರು ಸೇರಿದಂತೆ ಹಲವರು ಉಪಸ್ಥಿತರಿದ್ದರು. ಕಾರ್ಯಕ್ರಮದಲ್ಲಿ ಶಿಕ್ಷಕರು ನಿರೂಪಿಸಿದರು, ಸ್ವಾಗತಿಸಿದರು. ಸಂಘದ ಗೌರವಾಧ್ಯಕ್ಷರು, ಪ್ರಧಾನ ಕಾರ್ಯದರ್ಶಿ, ಖಜಾಂಚಿ ಹಾಗೂ ನಿರ್ದೇಶಕರು ವೇದಿಕೆಯಲ್ಲಿದ್ದರು. ಸರ್ಕಾರಿ ನೌಕರರ ಸಂಘದ ಪದಾಧಿಕಾರಿಗಳು ಸಹಕಾರ ನೀಡಿದರು. — [324, 1163, 468, 1238]
article8-headline-2: ಕಾಂಗ್ರೆಸ್ — [22, 1415, 69, 1435]
